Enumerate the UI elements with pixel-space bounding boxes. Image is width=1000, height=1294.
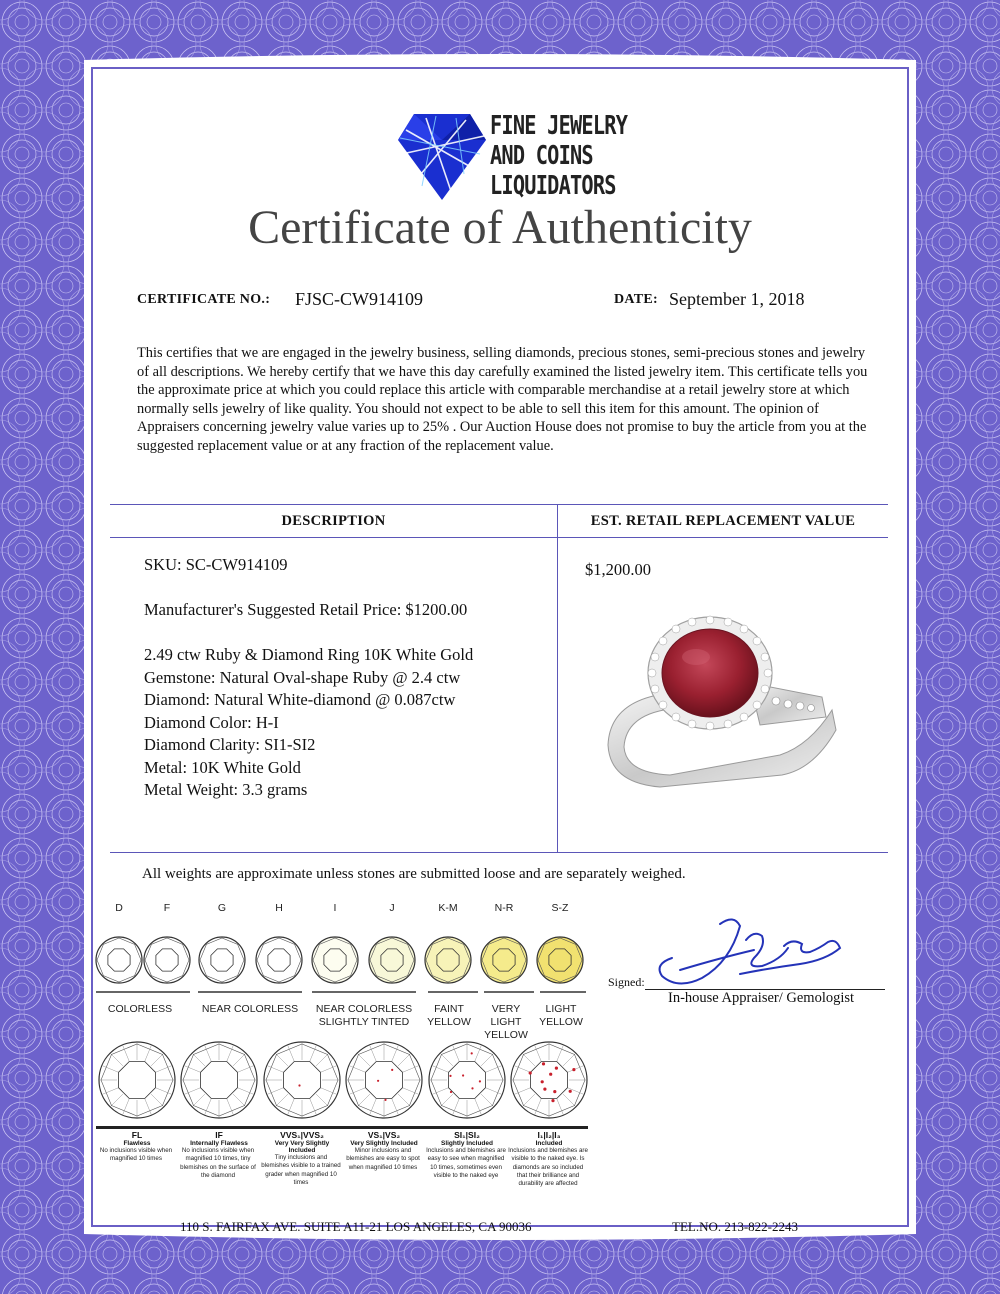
color-diamond-6 xyxy=(425,937,471,983)
color-grade-n-r: N-R xyxy=(494,902,514,914)
color-cat-near-colorless-text: NEAR COLORLESS xyxy=(201,1003,299,1015)
clarity-diamond-2 xyxy=(264,1042,340,1118)
table-top-rule xyxy=(110,504,888,505)
color-diamond-4 xyxy=(312,937,358,983)
page-title: Certificate of Authenticity xyxy=(248,201,752,254)
clarity-if-code: IF xyxy=(215,1130,223,1140)
table-bottom-rule xyxy=(110,852,888,853)
clarity-fl-desc: No inclusions visible when magnified 10 times xyxy=(99,1147,173,1163)
clarity-si-name: Slightly Included xyxy=(440,1140,493,1147)
clarity-if xyxy=(178,1130,260,1180)
clarity-si-code: SI₁|SI₂ xyxy=(454,1130,480,1140)
color-grade-s-z: S-Z xyxy=(551,902,569,914)
logo-line-3: LIQUIDATORS xyxy=(490,171,616,201)
weights-note: All weights are approximate unless stones are submitted loose and are separately weighed. xyxy=(142,866,686,882)
color-cat-colorless-text: COLORLESS xyxy=(107,1003,173,1015)
clarity-fl xyxy=(96,1130,178,1164)
clarity-if-name: Internally Flawless xyxy=(190,1140,248,1147)
color-diamond-0 xyxy=(96,937,142,983)
color-cat-faint-yellow-l1: FAINT xyxy=(434,1003,464,1015)
color-diamond-7 xyxy=(481,937,527,983)
msrp-line: Manufacturer's Suggested Retail Price: $1200.00 xyxy=(144,600,468,619)
clarity-diamond-3 xyxy=(346,1042,422,1118)
date-value: September 1, 2018 xyxy=(669,289,805,309)
clarity-vvs-code: VVS₁|VVS₂ xyxy=(280,1130,324,1140)
color-cat-near-colorless xyxy=(195,1003,305,1016)
color-grade-f: F xyxy=(163,902,171,914)
footer-address: 110 S. FAIRFAX AVE. SUITE A11-21 LOS ANGELES, CA 90036 xyxy=(180,1219,532,1234)
table-header-rule xyxy=(110,537,888,538)
date-label: DATE: xyxy=(614,292,659,307)
clarity-vvs-name: Very Very Slightly Included xyxy=(274,1140,330,1154)
clarity-vs-code: VS₁|VS₂ xyxy=(367,1130,401,1140)
clarity-diamond-5 xyxy=(511,1042,587,1118)
color-cat-light-yellow xyxy=(536,1003,586,1029)
appraiser-role: In-house Appraiser/ Gemologist xyxy=(668,990,855,1006)
clarity-si-desc: Inclusions and blemishes are easy to see when magnified 10 times, sometimes even visible to the naked eye xyxy=(426,1147,506,1179)
detail-gemstone: Gemstone: Natural Oval-shape Ruby @ 2.4 ctw xyxy=(144,667,461,687)
color-scale-diamonds xyxy=(90,918,590,998)
detail-diamond-color: Diamond Color: H-I xyxy=(144,712,279,732)
footer-phone: TEL.NO. 213-822-2243 xyxy=(672,1219,799,1234)
color-diamond-5 xyxy=(369,937,415,983)
item-details xyxy=(144,644,473,802)
clarity-i-desc: Inclusions and blemishes are visible to the naked eye. Is diamonds are so included that their brilliance and durability are affected xyxy=(508,1147,588,1188)
replacement-value: $1,200.00 xyxy=(585,560,651,579)
clarity-vvs xyxy=(261,1130,343,1187)
clarity-i-name: Included xyxy=(535,1140,563,1147)
certificate-no-value: FJSC-CW914109 xyxy=(295,289,424,309)
logo-line-2: AND COINS xyxy=(490,141,593,171)
color-grade-i: I xyxy=(333,902,337,914)
detail-title: 2.49 ctw Ruby & Diamond Ring 10K White Gold xyxy=(144,645,474,664)
clarity-i-code: I₁|I₂|I₃ xyxy=(537,1130,561,1140)
color-diamond-2 xyxy=(199,937,245,983)
clarity-scale-diamonds xyxy=(96,1034,592,1126)
certificate-no-label: CERTIFICATE NO.: xyxy=(137,292,271,307)
color-diamond-8 xyxy=(537,937,583,983)
detail-diamond-clarity: Diamond Clarity: SI1-SI2 xyxy=(144,735,316,754)
color-cat-light-yellow-l1: LIGHT xyxy=(545,1003,577,1015)
color-cat-light-yellow-l2: YELLOW xyxy=(539,1016,583,1028)
color-grade-j: J xyxy=(389,902,395,914)
detail-metal-weight: Metal Weight: 3.3 grams xyxy=(144,780,308,799)
detail-diamond: Diamond: Natural White-diamond @ 0.087ctw xyxy=(144,690,456,709)
color-grade-k-m: K-M xyxy=(438,902,458,914)
sku-line: SKU: SC-CW914109 xyxy=(144,555,288,574)
color-grade-d: D xyxy=(115,902,123,914)
logo-line-1: FINE JEWELRY xyxy=(490,111,628,141)
value-header: EST. RETAIL REPLACEMENT VALUE xyxy=(590,513,856,529)
color-cat-faint-yellow-l2: YELLOW xyxy=(427,1016,471,1028)
color-grade-h: H xyxy=(275,902,283,914)
color-cat-near-colorless-tinted-l1: NEAR COLORLESS xyxy=(315,1003,413,1015)
clarity-i xyxy=(508,1130,590,1188)
clarity-si xyxy=(426,1130,508,1180)
clarity-if-desc: No inclusions visible when magnified 10 times, tiny blemishes on the surface of the diamond xyxy=(180,1147,256,1179)
clarity-vvs-desc: Tiny inclusions and blemishes visible to a trained grader when magnified 10 times xyxy=(261,1154,341,1186)
signed-label: Signed: xyxy=(608,975,645,989)
clarity-fl-code: FL xyxy=(131,1130,143,1140)
logo-gem-icon xyxy=(396,110,488,202)
color-cat-very-light-yellow-l2: YELLOW xyxy=(484,1029,528,1041)
clarity-diamond-4 xyxy=(429,1042,505,1118)
clarity-vs-desc: Minor inclusions and blemishes are easy to spot when magnified 10 times xyxy=(346,1147,420,1171)
color-cat-near-colorless-tinted xyxy=(308,1003,420,1029)
color-cat-colorless xyxy=(100,1003,180,1016)
description-header: DESCRIPTION xyxy=(281,513,386,529)
color-diamond-1 xyxy=(144,937,190,983)
color-grade-g: G xyxy=(217,902,227,914)
certification-paragraph: This certifies that we are engaged in the jewelry business, selling diamonds, precious stones, semi-precious stones and jewelry of all descriptions. We hereby certify that we have this day carefully examined the listed jewelry item. This certificate tells you the approximate price at which you could replace this article with comparable merchandise at a retail jewelry store at which normally sells jewelry of like quality. You should not expect to be able to sell this item for this amount. The opinion of Appraisers concerning jewelry value varies up to 25% . Our Auction House does not promise to buy the article from you at the suggested replacement value or at any fraction of the replacement value. xyxy=(137,345,868,454)
color-cat-very-light-yellow-l1: VERY LIGHT xyxy=(490,1003,522,1028)
clarity-vs-name: Very Slightly Included xyxy=(350,1140,418,1147)
table-column-divider xyxy=(557,504,558,853)
color-cat-near-colorless-tinted-l2: SLIGHTLY TINTED xyxy=(318,1016,410,1028)
ring-image xyxy=(600,605,840,790)
clarity-vs xyxy=(343,1130,425,1172)
clarity-scale-labels xyxy=(96,1130,592,1214)
clarity-fl-name: Flawless xyxy=(123,1140,151,1147)
clarity-scale-rule xyxy=(96,1126,588,1129)
clarity-diamond-1 xyxy=(181,1042,257,1118)
detail-metal: Metal: 10K White Gold xyxy=(144,757,301,777)
color-diamond-3 xyxy=(256,937,302,983)
clarity-diamond-0 xyxy=(99,1042,175,1118)
color-cat-faint-yellow xyxy=(422,1003,476,1029)
